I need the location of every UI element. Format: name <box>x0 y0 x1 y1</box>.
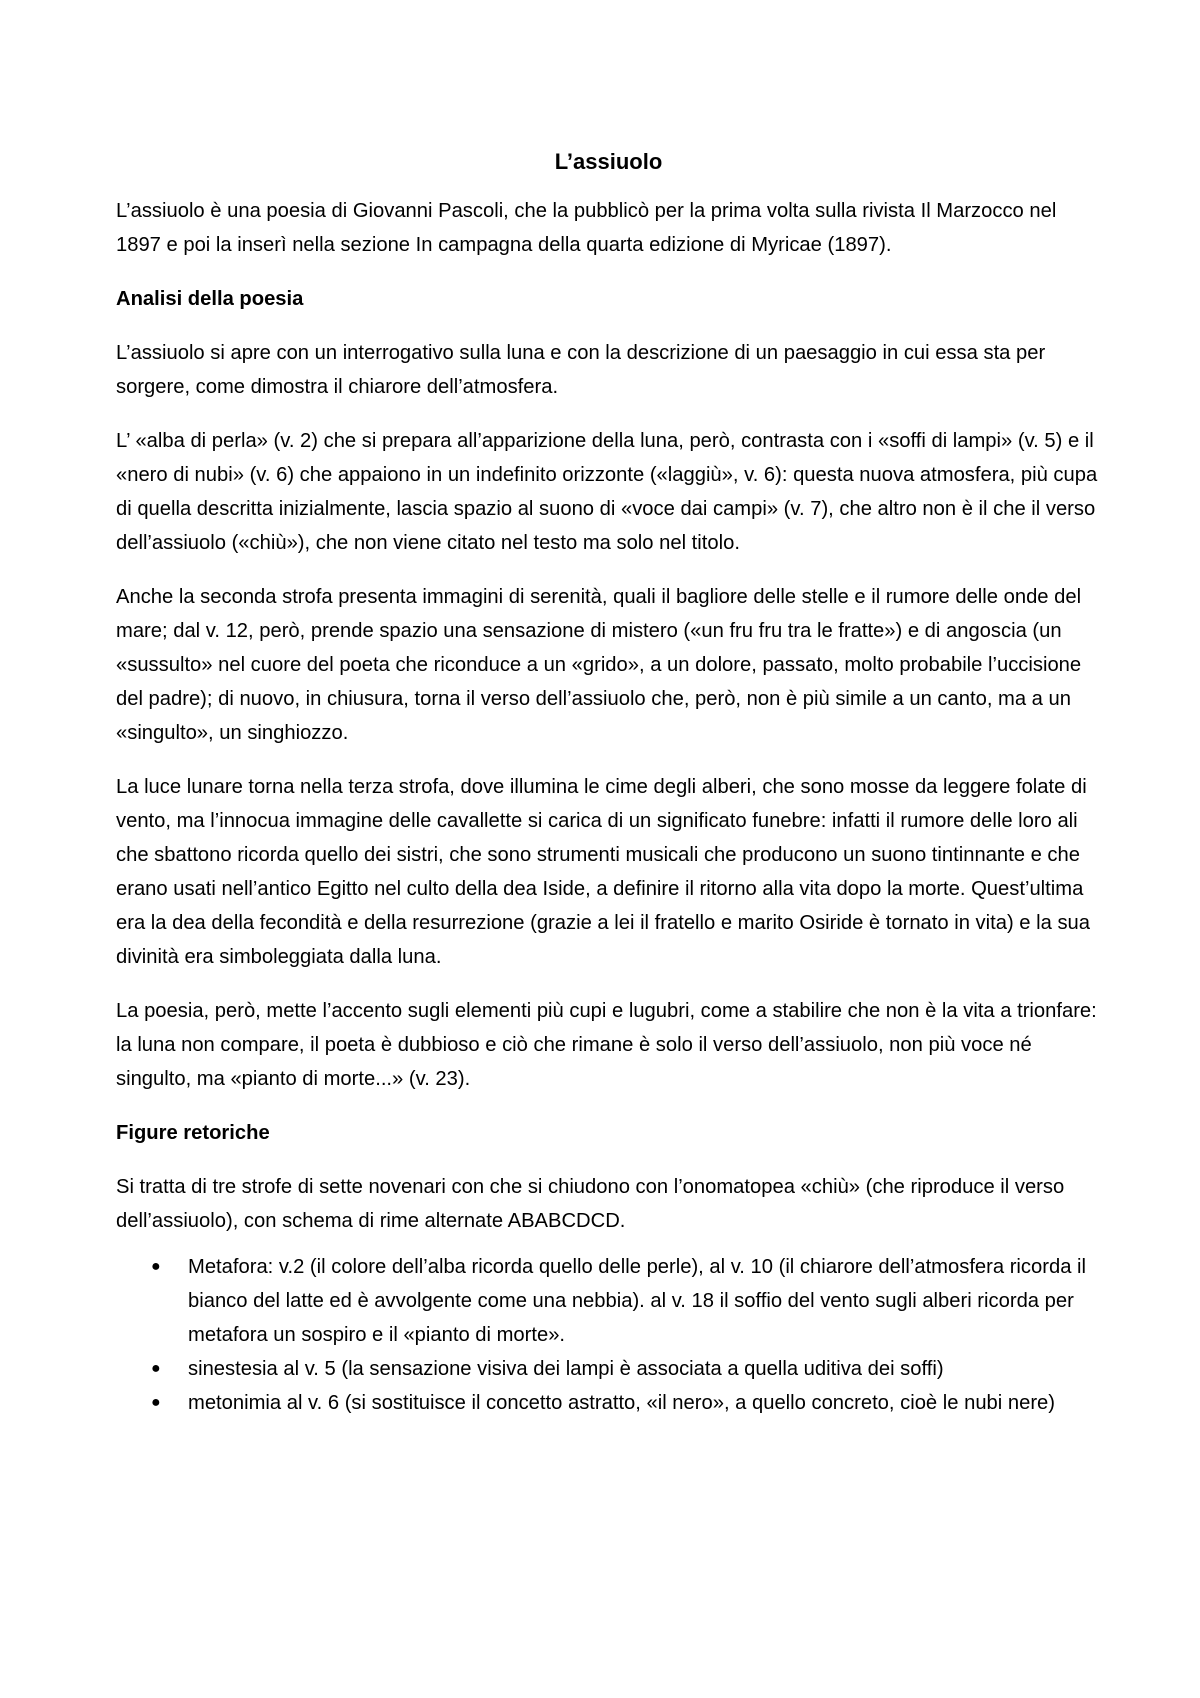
list-item-text: metonimia al v. 6 (si sostituisce il concetto astratto, «il nero», a quello concreto, cioè le nubi nere) <box>188 1392 1055 1414</box>
list-item <box>151 1250 1101 1352</box>
analysis-paragraph-4: La luce lunare torna nella terza strofa, dove illumina le cime degli alberi, che sono mosse da leggere folate di vento, ma l’innocua immagine delle cavallette si carica di un significato funebre: infatti il rumore delle loro ali che sbattono ricorda quello dei sistri, che sono strumenti musicali che producono un suono tintinnante e che erano usati nell’antico Egitto nel culto della dea Iside, a definire il ritorno alla vita dopo la morte. Quest’ultima era la dea della fecondità e della resurrezione (grazie a lei il fratello e marito Osiride è tornato in vita) e la sua divinità era simboleggiata dalla luna. <box>116 776 1090 968</box>
bullet-icon: ● <box>151 1360 161 1377</box>
figures-list <box>116 1250 1101 1420</box>
analysis-paragraph-5: La poesia, però, mette l’accento sugli elementi più cupi e lugubri, come a stabilire che non è la vita a trionfare: la luna non compare, il poeta è dubbioso e ciò che rimane è solo il verso dell’assiuolo, non più voce né singulto, ma «pianto di morte...» (v. 23). <box>116 1000 1097 1090</box>
document-page <box>116 148 1101 1420</box>
analysis-paragraph-3: Anche la seconda strofa presenta immagini di serenità, quali il bagliore delle stelle e il rumore delle onde del mare; dal v. 12, però, prende spazio una sensazione di mistero («un fru fru tra le fratte») e di angoscia (un «sussulto» nel cuore del poeta che riconduce a un «grido», a un dolore, passato, molto probabile l’uccisione del padre); di nuovo, in chiusura, torna il verso dell’assiuolo che, però, non è più simile a un canto, ma a un «singulto», un singhiozzo. <box>116 586 1082 744</box>
list-item-text: Metafora: v.2 (il colore dell’alba ricorda quello delle perle), al v. 10 (il chiarore dell’atmosfera ricorda il bianco del latte ed è avvolgente come una nebbia). al v. 18 il soffio del vento sugli alberi ricorda per metafora un sospiro e il «pianto di morte». <box>188 1256 1086 1346</box>
bullet-icon: ● <box>151 1258 161 1275</box>
section-heading-analysis: Analisi della poesia <box>116 288 304 310</box>
document-title: L’assiuolo <box>554 149 663 174</box>
list-item-text: sinestesia al v. 5 (la sensazione visiva dei lampi è associata a quella uditiva dei soffi) <box>188 1358 944 1380</box>
figures-intro-paragraph: Si tratta di tre strofe di sette novenari con che si chiudono con l’onomatopea «chiù» (che riproduce il verso dell’assiuolo), con schema di rime alternate ABABCDCD. <box>116 1176 1065 1232</box>
analysis-paragraph-1: L’assiuolo si apre con un interrogativo sulla luna e con la descrizione di un paesaggio in cui essa sta per sorgere, come dimostra il chiarore dell’atmosfera. <box>116 342 1046 398</box>
section-heading-figures: Figure retoriche <box>116 1122 270 1144</box>
list-item <box>151 1386 1101 1420</box>
bullet-icon: ● <box>151 1394 161 1411</box>
list-item <box>151 1352 1101 1386</box>
intro-paragraph: L’assiuolo è una poesia di Giovanni Pascoli, che la pubblicò per la prima volta sulla rivista Il Marzocco nel 1897 e poi la inserì nella sezione In campagna della quarta edizione di Myricae (1897). <box>116 200 1057 256</box>
analysis-paragraph-2: L’ «alba di perla» (v. 2) che si prepara all’apparizione della luna, però, contrasta con i «soffi di lampi» (v. 5) e il «nero di nubi» (v. 6) che appaiono in un indefinito orizzonte («laggiù», v. 6): questa nuova atmosfera, più cupa di quella descritta inizialmente, lascia spazio al suono di «voce dai campi» (v. 7), che altro non è il che il verso dell’assiuolo («chiù»), che non viene citato nel testo ma solo nel titolo. <box>116 430 1098 554</box>
